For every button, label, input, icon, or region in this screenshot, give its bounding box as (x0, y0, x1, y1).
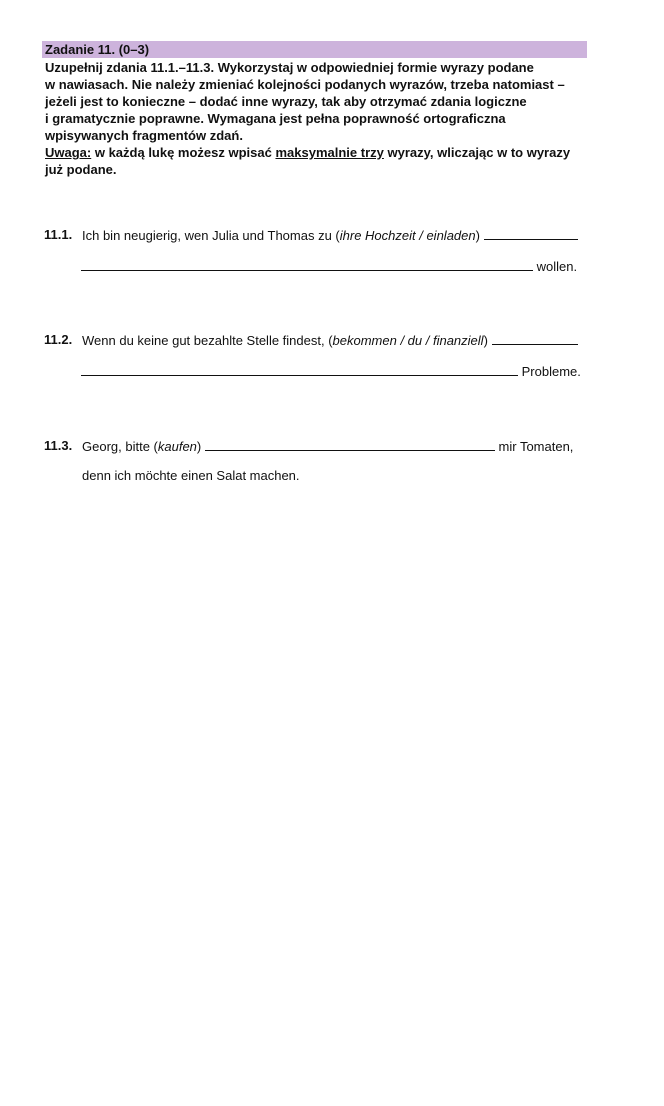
sentence-text: Probleme. (521, 364, 581, 379)
item-sentence-line2: denn ich möchte einen Salat machen. (82, 468, 300, 483)
note-text: w każdą lukę możesz wpisać (91, 145, 276, 160)
note-continuation: już podane. (45, 162, 117, 177)
sentence-text: ) (475, 228, 480, 243)
item-number: 11.3. (44, 438, 73, 453)
word-hint: kaufen (157, 439, 197, 454)
instruction-line: w nawiasach. Nie należy zmieniać kolejności podanych wyrazów, trzeba natomiast – (45, 77, 565, 92)
sentence-text: Ich bin neugierig, wen Julia und Thomas zu ( (82, 228, 340, 243)
answer-gap[interactable] (492, 331, 578, 345)
sentence-text: wollen. (536, 259, 578, 274)
item-number: 11.1. (44, 227, 73, 242)
sentence-text: Wenn du keine gut bezahlte Stelle findest, ( (82, 333, 333, 348)
sentence-text: ) (483, 333, 488, 348)
item-sentence-line2 (81, 362, 581, 380)
instruction-line: wpisywanych fragmentów zdań. (45, 128, 243, 143)
item-number: 11.2. (44, 332, 73, 347)
task-title: Zadanie 11. (0–3) (45, 42, 150, 57)
instruction-line: jeżeli jest to konieczne – dodać inne wyrazy, tak aby otrzymać zdania logiczne (45, 94, 527, 109)
instruction-line: i gramatycznie poprawne. Wymagana jest pełna poprawność ortograficzna (45, 111, 506, 126)
word-hint: bekommen / du / finanziell (332, 333, 484, 348)
item-sentence-line2 (81, 257, 577, 275)
answer-gap[interactable] (205, 437, 495, 451)
note-emphasis: maksymalnie trzy (275, 145, 384, 160)
item-sentence-line1 (82, 226, 578, 244)
item-sentence-line1 (82, 437, 573, 455)
answer-gap[interactable] (484, 226, 578, 240)
item-sentence-line1 (82, 331, 578, 349)
answer-gap[interactable] (81, 257, 533, 271)
sentence-text: mir Tomaten, (498, 439, 574, 454)
instruction-line: Uzupełnij zdania 11.1.–11.3. Wykorzystaj w odpowiedniej formie wyrazy podane (45, 60, 534, 75)
note-label: Uwaga: (45, 145, 92, 160)
sentence-text: Georg, bitte ( (82, 439, 158, 454)
word-hint: ihre Hochzeit / einladen (339, 228, 476, 243)
note-text-end: wyrazy, wliczając w to wyrazy (383, 145, 571, 160)
answer-gap[interactable] (81, 362, 518, 376)
sentence-text: ) (196, 439, 202, 454)
note-line (45, 144, 570, 161)
